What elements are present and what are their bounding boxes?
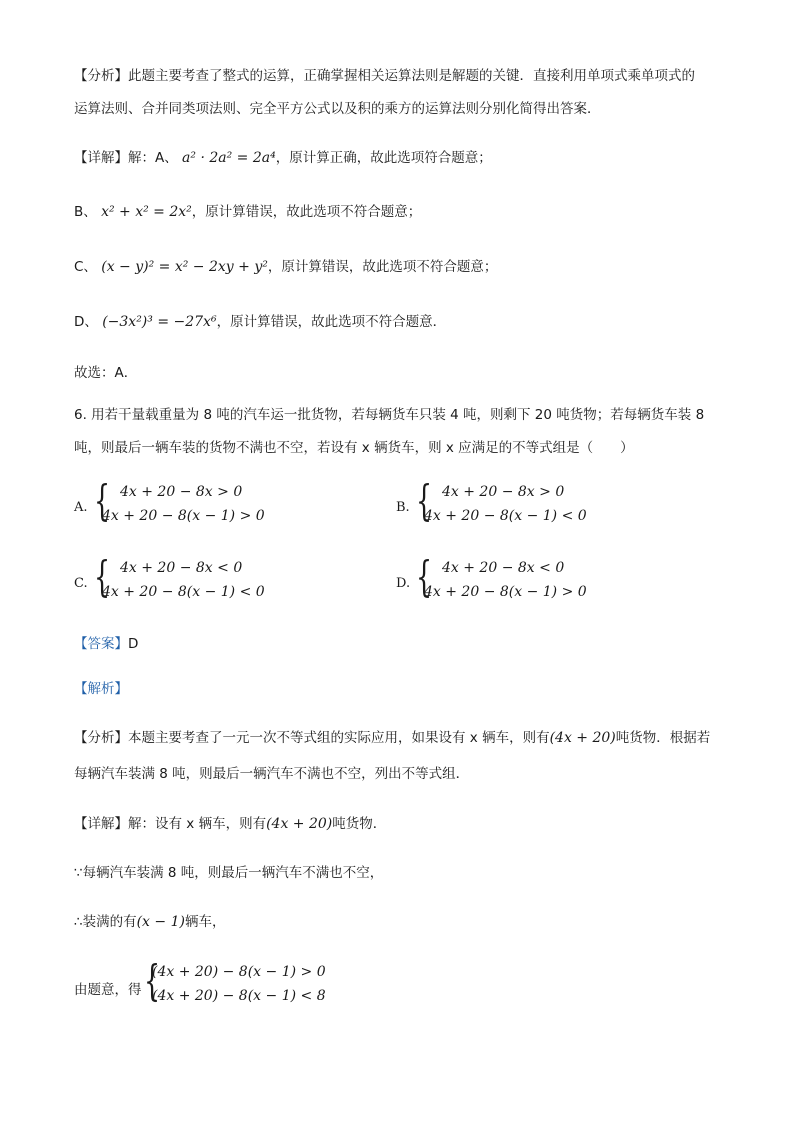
brace-icon: { [416,552,433,601]
detail2-line3 [74,912,225,932]
question-line1: 6. 用若干量载重量为 8 吨的汽车运一批货物，若每辆货车只装 4 吨，则剩下 20 吨货物；若每辆货车装 8 [74,407,705,423]
brace-icon: { [94,476,111,525]
math-expr-d: (−3x²)³ = −27x⁶ [102,314,217,330]
brace-icon: { [416,476,433,525]
detail-prefix: 解：A、 [128,150,178,166]
detail2-text-c: 吨货物． [332,816,387,832]
option-b-prefix: B、 [74,204,97,220]
answer-line [74,634,138,654]
math-expr-cargo: (4x + 20) [549,730,616,746]
math-expr-full: (x − 1) [136,914,185,930]
option-b-system [416,476,616,532]
option-d-prefix: D、 [74,314,98,330]
option-a-row2: 4x + 20 − 8(x − 1) > 0 [102,508,265,524]
detail-tag: 【详解】 [74,150,128,166]
option-b-label: B. [396,500,410,515]
final-row2: (4x + 20) − 8(x − 1) < 8 [152,988,326,1004]
analysis-paragraph-line2: 运算法则、合并同类项法则、完全平方公式以及积的乘方的运算法则分别化简得出答案． [74,101,601,117]
analysis2-line2: 每辆汽车装满 8 吨，则最后一辆汽车不满也不空，列出不等式组． [74,766,470,782]
analysis-paragraph-line1 [74,66,695,86]
answer-tag: 【答案】 [74,636,128,652]
option-a-row1: 4x + 20 − 8x > 0 [120,484,243,500]
detail-line-a [74,148,492,168]
option-a-system [94,476,294,532]
analysis2-line1 [74,728,710,748]
brace-icon: { [144,956,161,1005]
detail-line-b [74,202,421,222]
option-d-row2: 4x + 20 − 8(x − 1) > 0 [424,584,587,600]
math-expr-a: a² · 2a² = 2a⁴ [182,150,276,166]
math-expr-c: (x − y)² = x² − 2xy + y² [101,259,268,275]
detail-text-c: ，原计算错误，故此选项不符合题意； [267,259,498,275]
option-b-row1: 4x + 20 − 8x > 0 [442,484,565,500]
math-expr-cargo2: (4x + 20) [266,816,333,832]
analysis2-text-a: 本题主要考查了一元一次不等式组的实际应用，如果设有 x 辆车，则有 [128,730,550,746]
option-b-row2: 4x + 20 − 8(x − 1) < 0 [424,508,587,524]
detail2-text-3a: ∴装满的有 [74,914,137,930]
jiexi-line [74,679,128,699]
analysis-text: 此题主要考查了整式的运算，正确掌握相关运算法则是解题的关键．直接利用单项式乘单项式的 [128,68,695,84]
question-line2: 吨，则最后一辆车装的货物不满也不空，若设有 x 辆货车，则 x 应满足的不等式组是（ ） [74,440,634,456]
detail-line-d [74,312,446,332]
detail2-text-a: 解：设有 x 辆车，则有 [128,816,267,832]
option-d-system [416,552,616,608]
jiexi-tag: 【解析】 [74,681,128,697]
option-d-row1: 4x + 20 − 8x < 0 [442,560,565,576]
detail2-line2: ∵每辆汽车装满 8 吨，则最后一辆汽车不满也不空， [74,865,384,881]
detail2-tag: 【详解】 [74,816,128,832]
option-c-label: C. [74,576,88,591]
detail-line-c [74,257,497,277]
option-c-row1: 4x + 20 − 8x < 0 [120,560,243,576]
answer-value: D [128,636,139,652]
detail2-text-3c: 辆车， [184,914,226,930]
choice-line: 故选：A． [74,365,138,381]
brace-icon: { [94,552,111,601]
option-d-label: D. [396,576,411,591]
option-c-prefix: C、 [74,259,97,275]
analysis2-text-c: 吨货物．根据若 [615,730,711,746]
detail-text-d: ，原计算错误，故此选项不符合题意． [216,314,447,330]
final-row1: (4x + 20) − 8(x − 1) > 0 [152,964,326,980]
analysis2-tag: 【分析】 [74,730,128,746]
detail2-line1 [74,814,386,834]
detail-text-a: ，原计算正确，故此选项符合题意； [275,150,492,166]
detail-text-b: ，原计算错误，故此选项不符合题意； [191,204,422,220]
option-c-system [94,552,294,608]
final-inequality-system [144,956,364,1012]
option-a-label: A. [74,500,88,515]
option-c-row2: 4x + 20 − 8(x − 1) < 0 [102,584,265,600]
math-expr-b: x² + x² = 2x² [101,204,192,220]
detail2-line4: 由题意，得 [74,982,142,998]
analysis-tag: 【分析】 [74,68,128,84]
